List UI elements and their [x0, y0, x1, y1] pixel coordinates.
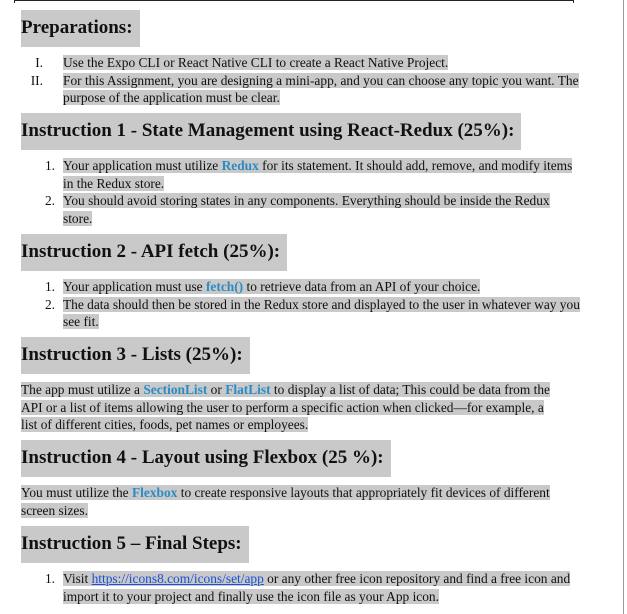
- icons8-link[interactable]: https://icons8.com/icons/set/app: [91, 571, 264, 586]
- heading-instruction-1: Instruction 1 - State Management using React-Redux (25%):: [21, 111, 521, 151]
- heading-preparations: Preparations:: [21, 8, 140, 48]
- list-item: [21, 278, 581, 296]
- page-top-border: [14, 0, 574, 3]
- list-item: [21, 157, 581, 192]
- preparations-list: [21, 54, 581, 107]
- instruction-5-list: [21, 570, 581, 605]
- list-marker: 2.: [44, 193, 55, 208]
- list-marker: 1.: [44, 279, 55, 294]
- term-sectionlist: SectionList: [143, 382, 208, 397]
- instruction-2-list: [21, 278, 581, 331]
- list-item-text: The data should then be stored in the Redux store and displayed to the user in whatever way you see fit.: [63, 296, 580, 329]
- term-redux: Redux: [221, 158, 259, 173]
- list-item: [21, 570, 581, 605]
- list-item-text: Your application must use fetch() to retrieve data from an API of your choice.: [63, 279, 481, 294]
- list-item-text: Use the Expo CLI or React Native CLI to create a React Native Project.: [63, 55, 449, 70]
- page-right-edge: [623, 0, 624, 614]
- list-marker: 2.: [44, 296, 55, 312]
- list-marker: 1.: [44, 571, 55, 586]
- heading-instruction-5: Instruction 5 – Final Steps:: [21, 524, 249, 564]
- list-item-text: For this Assignment, you are designing a mini-app, and you can choose any topic you want. The purpose of the application must be clear.: [63, 72, 579, 105]
- list-item: [21, 192, 581, 227]
- instruction-1-list: [21, 157, 581, 227]
- instruction-3-paragraph: The app must utilize a SectionList or FlatList to display a list of data; This could be data from the API or a list of items allowing the user to perform a specific action when clicked—for example, a list of different cities, foods, pet names or employees.: [21, 382, 550, 432]
- list-marker: II.: [30, 72, 43, 88]
- list-item-text: Your application must utilize Redux for its statement. It should add, remove, and modify items in the Redux store.: [63, 158, 573, 191]
- list-item: [21, 296, 581, 331]
- heading-instruction-2: Instruction 2 - API fetch (25%):: [21, 232, 287, 272]
- term-fetch: fetch(): [205, 279, 244, 294]
- list-item: [21, 54, 581, 72]
- list-item-text: Visit https://icons8.com/icons/set/app or any other free icon repository and find a free icon and import it to your project and finally use the icon file as your App icon.: [63, 571, 571, 604]
- instruction-4-paragraph: You must utilize the Flexbox to create responsive layouts that appropriately fit devices of different screen sizes.: [21, 485, 550, 518]
- term-flexbox: Flexbox: [131, 485, 178, 500]
- list-marker: 1.: [44, 158, 55, 173]
- heading-instruction-3: Instruction 3 - Lists (25%):: [21, 335, 250, 375]
- list-item: [21, 72, 581, 107]
- list-item-text: You should avoid storing states in any components. Everything should be inside the Redux store.: [63, 193, 550, 226]
- list-marker: I.: [35, 55, 43, 70]
- heading-instruction-4: Instruction 4 - Layout using Flexbox (25 %):: [21, 438, 391, 478]
- term-flatlist: FlatList: [225, 382, 271, 397]
